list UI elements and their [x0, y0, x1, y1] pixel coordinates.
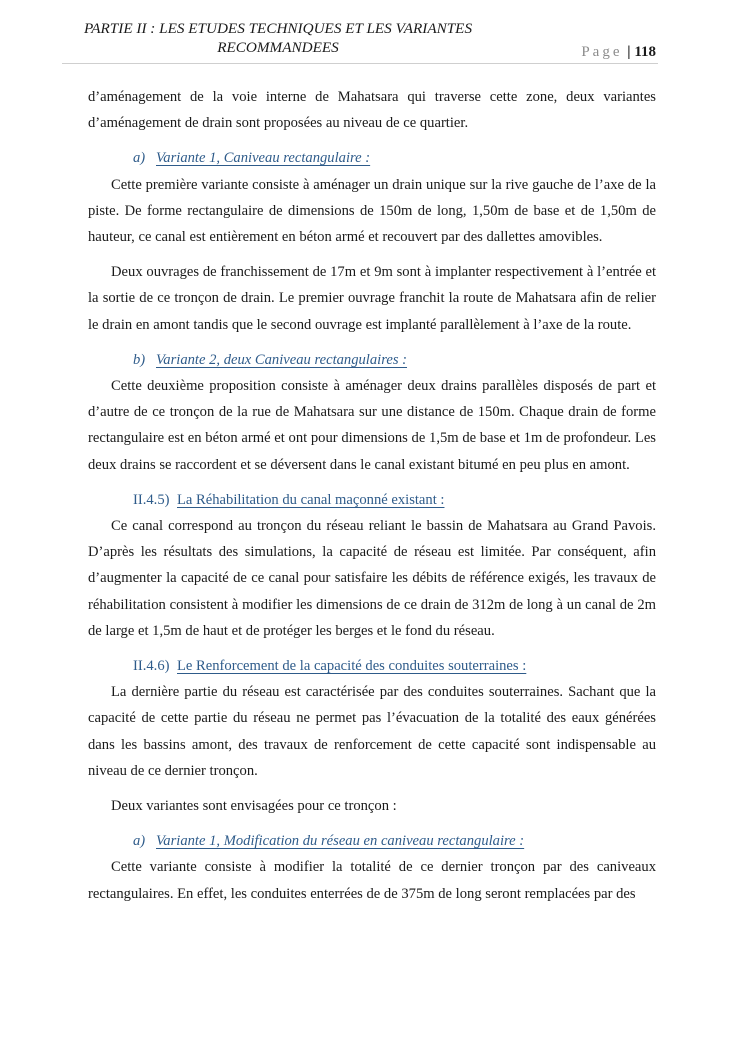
header-title-line-1: PARTIE II : LES ETUDES TECHNIQUES ET LES VARIANTES: [83, 20, 473, 37]
paragraph: Ce canal correspond au tronçon du réseau reliant le bassin de Mahatsara au Grand Pavois. D’après les résultats des simulations, la capacité de réseau est limitée. Par conséquent, afin d’augmenter la capacité de ce canal pour satisfaire les débits de référence exigés, les travaux de réhabilitation consistent à modifier les dimensions de ce drain de 312m de long à un canal de 2m de large et 1,5m de haut et de protéger les berges et le fond du réseau.: [88, 518, 656, 639]
subheading-number: a): [133, 833, 146, 850]
paragraph: Deux variantes sont envisagées pour ce tronçon :: [111, 798, 397, 815]
subheading-title: Variante 1, Modification du réseau en caniveau rectangulaire :: [156, 833, 525, 850]
subheading-variante-1-modification: [88, 828, 656, 854]
paragraph: Deux ouvrages de franchissement de 17m et 9m sont à implanter respectivement à l’entrée et la sortie de ce tronçon de drain. Le premier ouvrage franchit la route de Mahatsara afin de relier le drain en amont tandis que le second ouvrage est implanté parallèlement à l’axe de la route.: [88, 264, 656, 333]
subheading-title: Variante 2, deux Caniveau rectangulaires :: [156, 351, 408, 368]
document-body: [88, 84, 656, 907]
paragraph: La dernière partie du réseau est caractérisée par des conduites souterraines. Sachant que la capacité de cette partie du réseau ne permet pas l’évacuation de la totalité des eaux générées dans les bassins amont, des travaux de renforcement de cette capacité sont indispensable au niveau de ce dernier tronçon.: [88, 684, 656, 779]
subheading-title: Variante 1, Caniveau rectangulaire :: [156, 150, 371, 167]
subheading-number: a): [133, 150, 146, 167]
paragraph: Cette première variante consiste à aménager un drain unique sur la rive gauche de l’axe de la piste. De forme rectangulaire de dimensions de 150m de long, 1,50m de base et de 1,50m de hauteur, ce canal est entièrement en béton armé et recouvert par des dallettes amovibles.: [88, 176, 656, 246]
section-number: II.4.6): [133, 658, 170, 675]
header-title-line-2: RECOMMANDEES: [217, 39, 339, 56]
header-title: [62, 19, 494, 57]
section-heading-ii-4-5: [88, 487, 656, 513]
paragraph: Cette deuxième proposition consiste à aménager deux drains parallèles disposés de part et d’autre de ce tronçon de la rue de Mahatsara sur une distance de 150m. Chaque drain de forme rectangulaire est en béton armé et ont pour dimensions de 1,5m de base et 1m de profondeur. Les deux drains se raccordent et se déversent dans le canal existant bitumé en peu plus en amont.: [88, 378, 656, 473]
subheading-variante-1: [88, 145, 656, 171]
page-label: Page: [581, 44, 623, 60]
subheading-variante-2: [88, 347, 656, 373]
page-header: [62, 19, 658, 64]
subheading-number: b): [133, 351, 146, 368]
section-title: Le Renforcement de la capacité des conduites souterraines :: [177, 658, 527, 675]
paragraph: d’aménagement de la voie interne de Mahatsara qui traverse cette zone, deux variantes d’aménagement de drain sont proposées au niveau de ce quartier.: [88, 89, 656, 132]
page-number: 118: [634, 44, 656, 60]
section-number: II.4.5): [133, 491, 170, 508]
section-heading-ii-4-6: [88, 653, 656, 679]
section-title: La Réhabilitation du canal maçonné existant :: [177, 491, 445, 508]
paragraph: Cette variante consiste à modifier la totalité de ce dernier tronçon par des caniveaux rectangulaires. En effet, les conduites enterrées de de 375m de long seront remplacées par des: [88, 859, 656, 902]
page-separator: |: [627, 44, 631, 60]
page-number-block: [581, 43, 656, 61]
